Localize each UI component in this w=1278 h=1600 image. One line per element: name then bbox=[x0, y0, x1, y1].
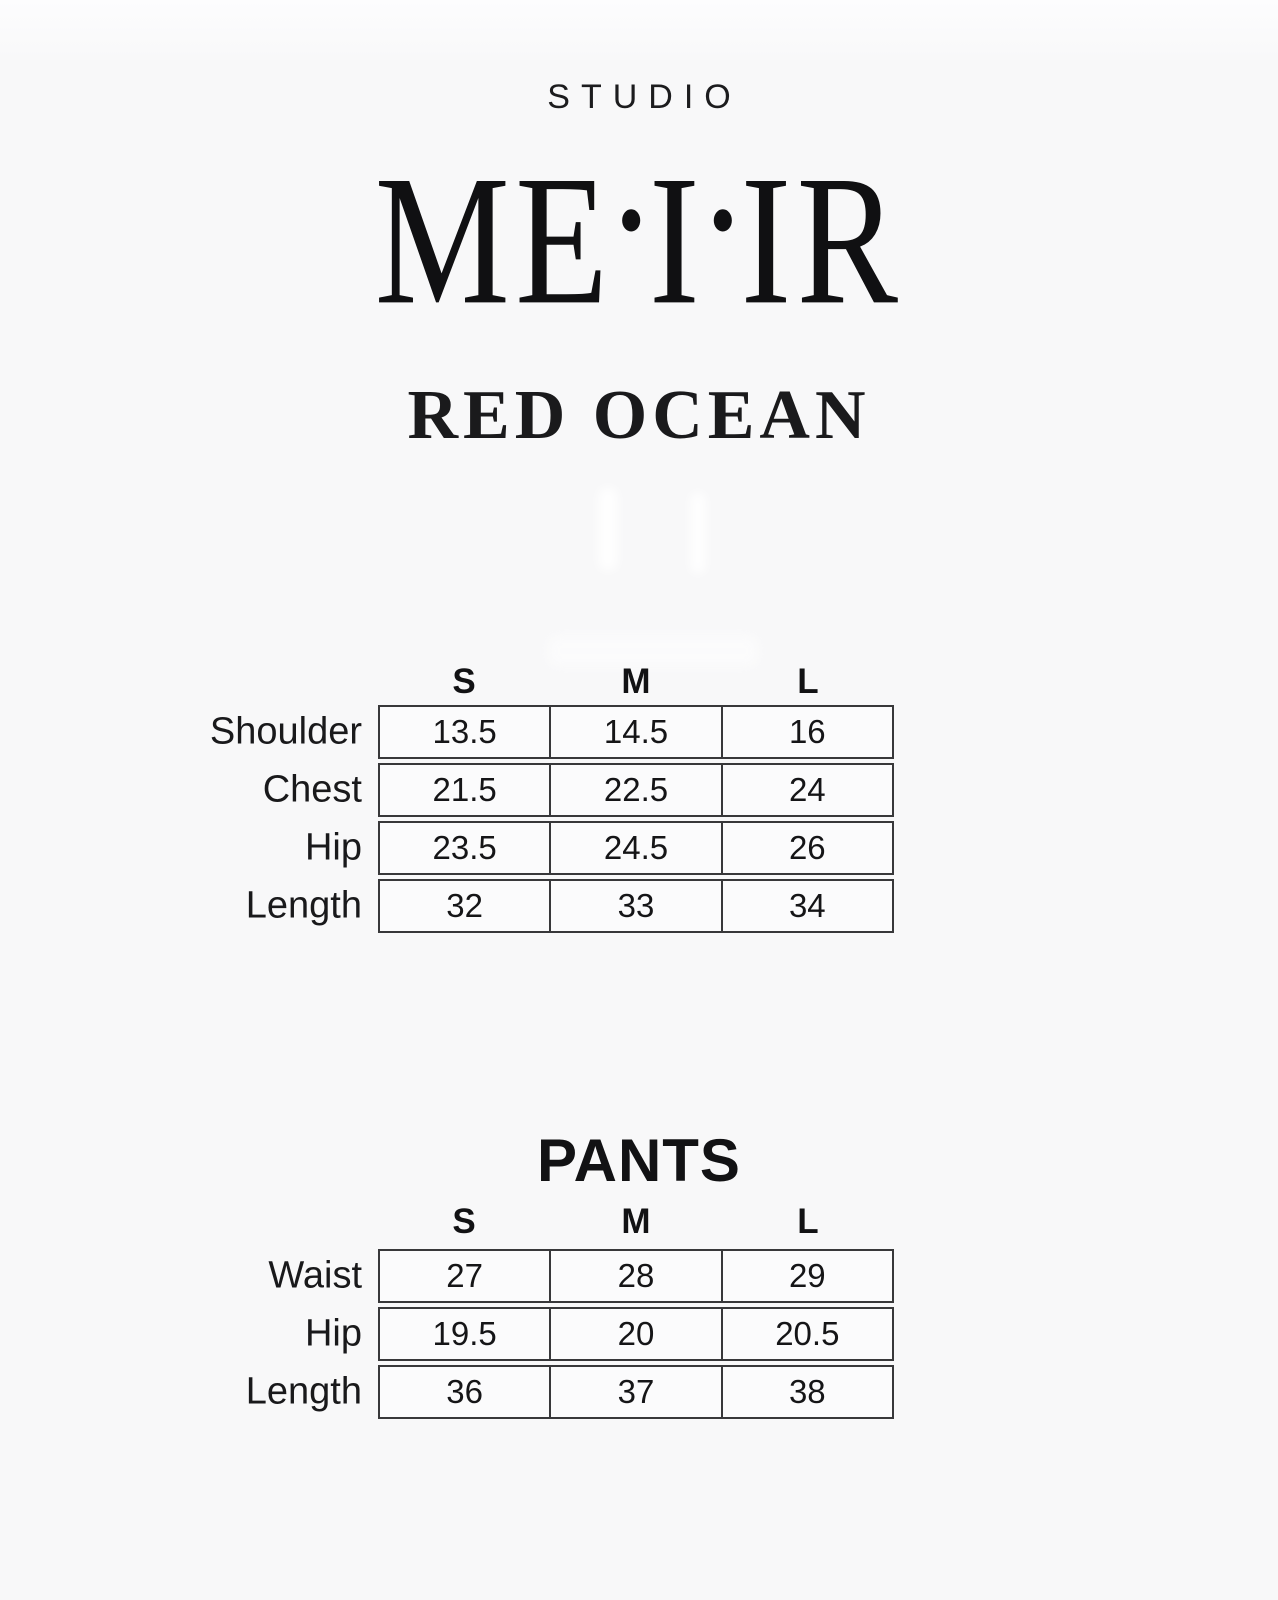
table-row-chest bbox=[262, 763, 894, 817]
logo-part: ME bbox=[374, 137, 614, 343]
brand-studio-label: STUDIO bbox=[547, 78, 742, 116]
cell-hip-l: 26 bbox=[721, 823, 892, 873]
top-table-size-header bbox=[378, 662, 894, 702]
size-column-m: M bbox=[621, 1202, 651, 1241]
cell-hip-l: 20.5 bbox=[721, 1309, 892, 1359]
page-top-shading bbox=[0, 0, 1278, 60]
cell-chest-s: 21.5 bbox=[432, 771, 497, 808]
table-row-length bbox=[245, 1365, 894, 1419]
cell-chest-l: 24 bbox=[721, 765, 892, 815]
cell-hip-s: 19.5 bbox=[432, 1315, 497, 1352]
size-column-s: S bbox=[452, 1202, 476, 1241]
table-row-hip bbox=[304, 1307, 894, 1361]
product-title: RED OCEAN bbox=[407, 377, 871, 454]
logo-part: I bbox=[649, 137, 705, 343]
cell-length-m: 37 bbox=[549, 1367, 720, 1417]
pants-measurements-table bbox=[245, 1249, 894, 1423]
size-column-m: M bbox=[621, 662, 651, 701]
cell-length-l: 34 bbox=[721, 881, 892, 931]
cell-length-l: 38 bbox=[721, 1367, 892, 1417]
cell-waist-m: 28 bbox=[549, 1251, 720, 1301]
table-row-hip bbox=[304, 821, 894, 875]
cell-length-s: 32 bbox=[446, 887, 484, 924]
logo-dot-icon: • bbox=[709, 169, 737, 273]
cell-hip-s: 23.5 bbox=[432, 829, 497, 866]
size-column-s: S bbox=[452, 662, 476, 701]
cell-waist-l: 29 bbox=[721, 1251, 892, 1301]
table-row-shoulder bbox=[209, 705, 894, 759]
brand-logo-mehr bbox=[0, 105, 1278, 343]
cell-shoulder-m: 14.5 bbox=[549, 707, 720, 757]
cell-shoulder-l: 16 bbox=[721, 707, 892, 757]
scan-artifact bbox=[598, 487, 618, 571]
logo-dot-icon: • bbox=[617, 169, 645, 273]
logo-part: IR bbox=[740, 137, 904, 343]
size-column-l: L bbox=[797, 662, 819, 701]
row-label: Waist bbox=[268, 1254, 362, 1297]
cell-chest-m: 22.5 bbox=[549, 765, 720, 815]
row-label: Hip bbox=[304, 1312, 362, 1355]
row-label: Shoulder bbox=[209, 710, 362, 753]
cell-hip-m: 24.5 bbox=[549, 823, 720, 873]
row-label: Hip bbox=[304, 826, 362, 869]
row-label: Chest bbox=[262, 768, 362, 811]
cell-hip-m: 20 bbox=[549, 1309, 720, 1359]
pants-table-size-header bbox=[378, 1202, 894, 1242]
scan-artifact bbox=[690, 492, 706, 574]
cell-length-m: 33 bbox=[549, 881, 720, 931]
cell-waist-s: 27 bbox=[446, 1257, 484, 1294]
cell-length-s: 36 bbox=[446, 1373, 484, 1410]
pants-section-title: PANTS bbox=[537, 1127, 741, 1194]
top-measurements-table bbox=[209, 705, 894, 937]
size-column-l: L bbox=[797, 1202, 819, 1241]
cell-shoulder-s: 13.5 bbox=[432, 713, 497, 750]
table-row-waist bbox=[268, 1249, 894, 1303]
row-label: Length bbox=[245, 884, 362, 927]
row-label: Length bbox=[245, 1370, 362, 1413]
table-row-length bbox=[245, 879, 894, 933]
